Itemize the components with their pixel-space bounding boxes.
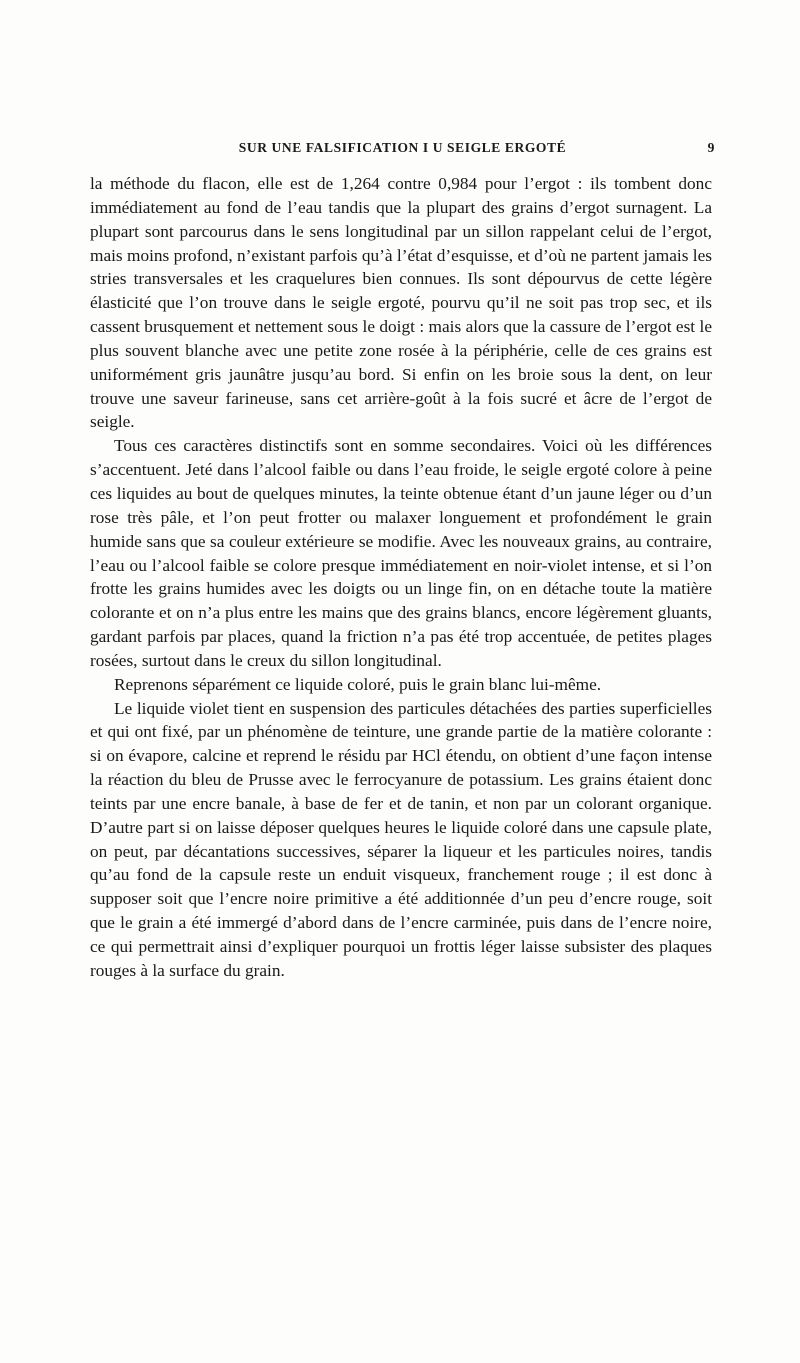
paragraph-1: la méthode du flacon, elle est de 1,264 contre 0,984 pour l’ergot : ils tombent donc immédiatement au fond de l’eau tandis que la plupart des grains d’ergot surnagent. La plupart sont parcourus dans le sens longitudinal par un sillon rappelant celui de l’ergot, mais moins profond, n’existant parfois qu’à l’état d’esquisse, et d’où ne partent jamais les stries transversales et les craquelures bien connues. Ils sont dépourvus de cette légère élasticité que l’on trouve dans le seigle ergoté, pourvu qu’il ne soit pas trop sec, et ils cassent brusquement et nettement sous le doigt : mais alors que la cassure de l’ergot est le plus souvent blanche avec une petite zone rosée à la périphérie, celle de ces grains est uniformément gris jaunâtre jusqu’au bord. Si enfin on les broie sous la dent, on leur trouve une saveur farineuse, sans cet arrière-goût à la fois sucré et âcre de l’ergot de seigle. [90,174,712,432]
running-title: SUR UNE FALSIFICATION I U SEIGLE ERGOTÉ [238,140,567,155]
page-number: 9 [707,140,715,155]
paragraph-4: Le liquide violet tient en suspension des particules détachées des parties superficielles et qui ont fixé, par un phénomène de teinture, une grande partie de la matière colorante : si on évapore, calcine et reprend le résidu par HCl étendu, on obtient d’une façon intense la réaction du bleu de Prusse avec le ferrocyanure de potassium. Les grains étaient donc teints par une encre banale, à base de fer et de tanin, et non par un colorant organique. D’autre part si on laisse déposer quelques heures le liquide coloré dans une capsule plate, on peut, par décantations successives, séparer la liqueur et les particules noires, tandis qu’au fond de la capsule reste un enduit visqueux, franchement rouge ; il est donc à supposer soit que l’encre noire primitive a été additionnée d’un peu d’encre rouge, soit que le grain a été immergé d’abord dans de l’encre carminée, puis dans de l’encre noire, ce qui permettrait ainsi d’expliquer pourquoi un frottis léger laisse subsister des plaques rouges à la surface du grain. [90,698,712,980]
body-text [90,172,712,983]
paragraph-3: Reprenons séparément ce liquide coloré, puis le grain blanc lui-même. [114,674,602,694]
paragraph-2: Tous ces caractères distinctifs sont en somme secondaires. Voici où les différences s’accentuent. Jeté dans l’alcool faible ou dans l’eau froide, le seigle ergoté colore à peine ces liquides au bout de quelques minutes, la teinte obtenue étant d’un jaune léger ou d’un rose très pâle, et l’on peut frotter ou malaxer longuement et profondément le grain humide sans que sa couleur extérieure se modifie. Avec les nouveaux grains, au contraire, l’eau ou l’alcool faible se colore presque immédiatement en noir-violet intense, et si l’on frotte les grains humides avec les doigts ou un linge fin, on en détache toute la matière colorante et on n’a plus entre les mains que des grains blancs, encore légèrement gluants, gardant parfois par places, quand la friction n’a pas été trop accentuée, de petites plages rosées, surtout dans le creux du sillon longitudinal. [90,436,712,670]
running-header [90,140,715,162]
